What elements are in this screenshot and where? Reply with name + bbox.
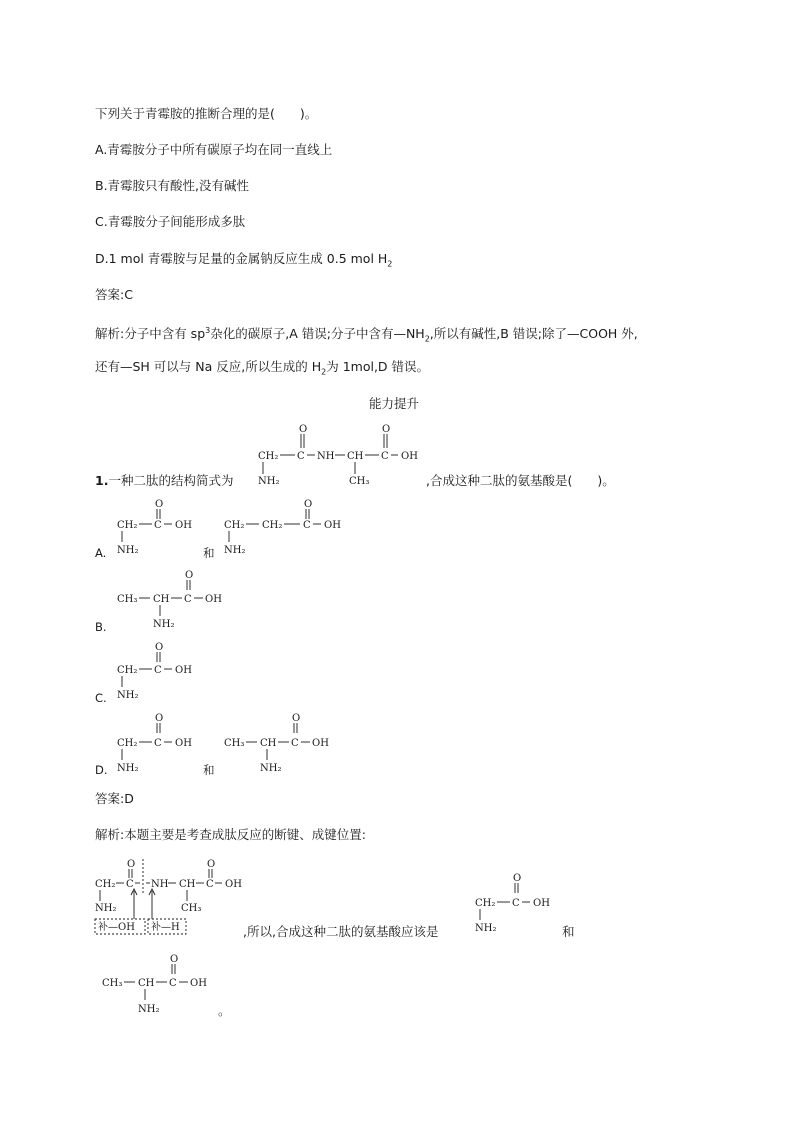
chem-ch2: CH₂ bbox=[262, 520, 283, 531]
chem-ch2: CH₂ bbox=[258, 451, 279, 462]
q1-option-a-label: A. bbox=[95, 546, 107, 560]
chem-o: O bbox=[292, 713, 301, 724]
prev-analysis-1sup: 3 bbox=[205, 326, 211, 335]
chem-o: O bbox=[299, 424, 308, 435]
chem-o: O bbox=[304, 499, 313, 510]
chem-ch3: CH₃ bbox=[117, 594, 138, 605]
chem-oh: OH bbox=[312, 738, 329, 749]
chem-oh: OH bbox=[175, 738, 192, 749]
prev-analysis-2a: 还有—SH 可以与 Na 反应,所以生成的 H bbox=[95, 359, 322, 374]
chem-c: C bbox=[154, 665, 162, 676]
chem-c: C bbox=[512, 898, 520, 909]
chem-c: C bbox=[206, 879, 214, 890]
q1-stem bbox=[95, 473, 233, 489]
q1-option-d-label: D. bbox=[95, 763, 108, 777]
chem-o: O bbox=[185, 570, 194, 581]
bond-cleavage-diagram bbox=[92, 857, 252, 942]
prev-option-d-sub: 2 bbox=[387, 259, 393, 269]
q1-stem-post: ,合成这种二肽的氨基酸是( )。 bbox=[426, 473, 615, 488]
option-b-structure bbox=[115, 568, 245, 633]
prev-option-d-text: D.1 mol 青霉胺与足量的金属钠反应生成 0.5 mol H bbox=[95, 251, 388, 266]
analysis-and: 和 bbox=[562, 924, 575, 939]
chem-nh2: NH₂ bbox=[475, 923, 497, 934]
chem-ch2: CH₂ bbox=[95, 879, 116, 890]
chem-o: O bbox=[382, 424, 391, 435]
chem-nh2: NH₂ bbox=[117, 545, 139, 556]
chem-o: O bbox=[170, 954, 179, 965]
chem-ch: CH bbox=[260, 738, 277, 749]
chem-oh: OH bbox=[225, 879, 242, 890]
chem-nh: NH bbox=[151, 879, 169, 890]
prev-analysis-1sub: 2 bbox=[424, 334, 430, 344]
chem-oh: OH bbox=[190, 978, 207, 989]
prev-answer: 答案:C bbox=[95, 287, 133, 302]
dipeptide-structure bbox=[255, 420, 425, 490]
box-h-text: 补—H bbox=[151, 922, 180, 933]
option-d-structure-2 bbox=[222, 711, 352, 773]
chem-c: C bbox=[303, 520, 311, 531]
chem-ch2: CH₂ bbox=[117, 520, 138, 531]
chem-ch2: CH₂ bbox=[117, 738, 138, 749]
chem-o: O bbox=[207, 859, 216, 870]
chem-ch2: CH₂ bbox=[475, 898, 496, 909]
chem-oh: OH bbox=[401, 451, 418, 462]
prev-question-stem: 下列关于青霉胺的推断合理的是( )。 bbox=[95, 106, 318, 121]
chem-nh2: NH₂ bbox=[117, 763, 139, 774]
q1-stem-pre: 一种二肽的结构简式为 bbox=[108, 473, 234, 488]
analysis-period: 。 bbox=[218, 1003, 231, 1018]
option-c-structure bbox=[115, 640, 205, 700]
chem-ch3: CH₃ bbox=[102, 978, 123, 989]
chem-oh: OH bbox=[324, 520, 341, 531]
prev-analysis-1b: 杂化的碳原子,A 错误;分子中含有—NH bbox=[210, 326, 425, 342]
prev-option-c: C.青霉胺分子间能形成多肽 bbox=[95, 214, 246, 229]
chem-nh2: NH₂ bbox=[260, 763, 282, 774]
q1-answer: 答案:D bbox=[95, 791, 134, 806]
prev-analysis-1a: 解析:分子中含有 sp bbox=[95, 326, 206, 342]
prev-option-b: B.青霉胺只有酸性,没有碱性 bbox=[95, 178, 250, 193]
chem-c: C bbox=[154, 520, 162, 531]
chem-ch: CH bbox=[347, 451, 364, 462]
chem-c: C bbox=[381, 451, 389, 462]
chem-oh: OH bbox=[205, 594, 222, 605]
chem-o: O bbox=[513, 873, 522, 884]
option-d-structure-1 bbox=[115, 711, 205, 773]
chem-c: C bbox=[297, 451, 305, 462]
chem-nh2: NH₂ bbox=[117, 690, 139, 701]
chem-c: C bbox=[169, 978, 177, 989]
chem-ch: CH bbox=[138, 978, 155, 989]
chem-ch: CH bbox=[179, 879, 196, 890]
option-a-structure-2 bbox=[222, 497, 352, 557]
chem-oh: OH bbox=[533, 898, 550, 909]
chem-nh2: NH₂ bbox=[153, 619, 175, 630]
q1-option-a-and: 和 bbox=[203, 546, 215, 560]
prev-option-a: A.青霉胺分子中所有碳原子均在同一直线上 bbox=[95, 142, 333, 157]
chem-ch3: CH₃ bbox=[349, 476, 370, 487]
chem-nh: NH bbox=[317, 451, 335, 462]
analysis-structure-2 bbox=[100, 951, 230, 1017]
chem-c: C bbox=[126, 879, 134, 890]
chem-o: O bbox=[155, 642, 164, 653]
q1-option-c-label: C. bbox=[95, 691, 107, 705]
prev-analysis-line1 bbox=[95, 323, 638, 348]
chem-c: C bbox=[184, 594, 192, 605]
q1-option-b-label: B. bbox=[95, 620, 107, 634]
chem-ch: CH bbox=[153, 594, 170, 605]
chem-nh2: NH₂ bbox=[224, 545, 246, 556]
chem-o: O bbox=[155, 499, 164, 510]
chem-nh2: NH₂ bbox=[95, 903, 117, 914]
chem-c: C bbox=[291, 738, 299, 749]
chem-ch2: CH₂ bbox=[117, 665, 138, 676]
prev-analysis-1c: ,所以有碱性,B 错误;除了—COOH 外, bbox=[429, 326, 638, 342]
chem-o: O bbox=[127, 859, 136, 870]
option-a-structure-1 bbox=[115, 497, 205, 557]
chem-oh: OH bbox=[175, 520, 192, 531]
prev-analysis-line2 bbox=[95, 359, 429, 381]
chem-oh: OH bbox=[175, 665, 192, 676]
chem-ch2: CH₂ bbox=[224, 520, 245, 531]
analysis-structure-1 bbox=[473, 870, 563, 934]
prev-option-d bbox=[95, 251, 392, 273]
q1-analysis: 解析:本题主要是考查成肽反应的断键、成键位置: bbox=[95, 827, 366, 842]
q1-option-d-and: 和 bbox=[203, 763, 215, 777]
prev-analysis-2sub: 2 bbox=[321, 367, 327, 377]
chem-nh2: NH₂ bbox=[138, 1004, 160, 1015]
chem-c: C bbox=[154, 738, 162, 749]
box-oh-text: 补—OH bbox=[98, 922, 135, 933]
q1-number: 1. bbox=[95, 473, 109, 488]
section-title: 能力提升 bbox=[369, 396, 420, 411]
prev-analysis-2b: 为 1mol,D 错误。 bbox=[326, 359, 430, 374]
chem-ch3: CH₃ bbox=[181, 903, 202, 914]
chem-ch3: CH₃ bbox=[224, 738, 245, 749]
chem-nh2: NH₂ bbox=[258, 476, 280, 487]
chem-o: O bbox=[155, 713, 164, 724]
q1-analysis-mid: ,所以,合成这种二肽的氨基酸应该是 bbox=[243, 924, 439, 939]
